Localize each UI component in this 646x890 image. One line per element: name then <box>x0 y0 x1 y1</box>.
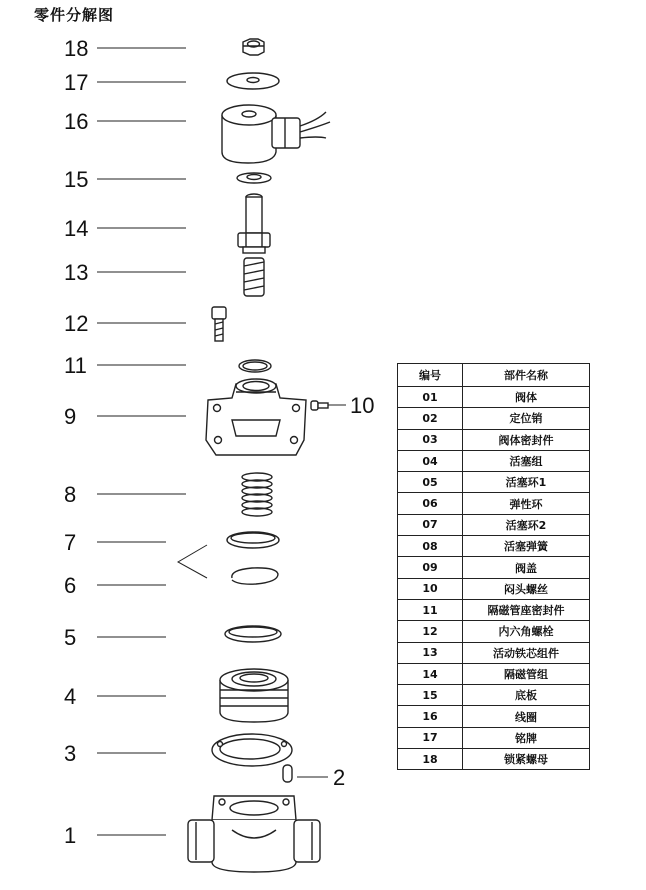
part-number: 10 <box>398 578 463 599</box>
part-name: 闷头螺丝 <box>463 578 590 599</box>
part-number: 03 <box>398 429 463 450</box>
part-number: 14 <box>398 663 463 684</box>
tube-seat-seal <box>239 360 271 372</box>
header-name: 部件名称 <box>463 364 590 387</box>
callout-14: 14 <box>64 216 89 241</box>
part-name: 锁紧螺母 <box>463 749 590 770</box>
table-row <box>398 450 590 471</box>
header-no: 编号 <box>398 364 463 387</box>
part-number: 11 <box>398 599 463 620</box>
piston-ring-1 <box>225 626 281 642</box>
table-row <box>398 749 590 770</box>
part-name: 阀体密封件 <box>463 429 590 450</box>
part-number: 15 <box>398 685 463 706</box>
table-row <box>398 685 590 706</box>
table-row <box>398 387 590 408</box>
part-number: 07 <box>398 514 463 535</box>
part-number: 02 <box>398 408 463 429</box>
magnetic-tube-assembly <box>238 194 270 253</box>
part-name: 线圈 <box>463 706 590 727</box>
table-row <box>398 599 590 620</box>
part-name: 活动铁芯组件 <box>463 642 590 663</box>
part-name: 底板 <box>463 685 590 706</box>
part-name: 阀体 <box>463 387 590 408</box>
table-row <box>398 642 590 663</box>
part-number: 06 <box>398 493 463 514</box>
callout-4: 4 <box>64 684 77 709</box>
part-number: 04 <box>398 450 463 471</box>
part-number: 12 <box>398 621 463 642</box>
part-name: 内六角螺栓 <box>463 621 590 642</box>
elastic-ring <box>232 568 278 584</box>
callout-5: 5 <box>64 625 77 650</box>
part-name: 阀盖 <box>463 557 590 578</box>
page-title: 零件分解图 <box>34 6 115 24</box>
callout-3: 3 <box>64 741 77 766</box>
plunger-assembly <box>244 258 264 296</box>
callout-11: 11 <box>64 353 87 378</box>
part-name: 活塞环1 <box>463 472 590 493</box>
locking-nut <box>243 39 264 55</box>
callout-7: 7 <box>64 530 77 555</box>
part-name: 活塞组 <box>463 450 590 471</box>
table-row <box>398 493 590 514</box>
table-row <box>398 706 590 727</box>
table-row <box>398 557 590 578</box>
table-row <box>398 727 590 748</box>
part-number: 08 <box>398 536 463 557</box>
leader-bracket-6-7 <box>178 545 207 578</box>
part-number: 17 <box>398 727 463 748</box>
table-row <box>398 663 590 684</box>
valve-body-seal <box>212 734 292 766</box>
piston-assembly <box>220 669 288 722</box>
piston-spring <box>242 473 272 516</box>
callout-18: 18 <box>64 36 89 61</box>
callout-16: 16 <box>64 109 89 134</box>
part-name: 隔磁管座密封件 <box>463 599 590 620</box>
part-number: 13 <box>398 642 463 663</box>
parts-table-header-row <box>398 364 590 387</box>
valve-body <box>188 796 320 872</box>
piston-ring-2 <box>227 532 279 548</box>
callout-10: 10 <box>350 393 375 418</box>
part-number: 05 <box>398 472 463 493</box>
table-row <box>398 429 590 450</box>
table-row <box>398 578 590 599</box>
callout-1: 1 <box>64 823 77 848</box>
part-name: 定位销 <box>463 408 590 429</box>
part-name: 活塞弹簧 <box>463 536 590 557</box>
hex-socket-bolt <box>212 307 226 341</box>
part-name: 铭牌 <box>463 727 590 748</box>
callout-15: 15 <box>64 167 89 192</box>
table-row <box>398 536 590 557</box>
solenoid-coil <box>222 105 330 163</box>
part-name: 隔磁管组 <box>463 663 590 684</box>
callout-2: 2 <box>333 765 346 790</box>
valve-bonnet <box>206 379 306 455</box>
callout-12: 12 <box>64 311 89 336</box>
callout-6: 6 <box>64 573 77 598</box>
callout-17: 17 <box>64 70 89 95</box>
table-row <box>398 408 590 429</box>
part-number: 01 <box>398 387 463 408</box>
nameplate-washer <box>227 73 279 89</box>
callout-13: 13 <box>64 260 89 285</box>
part-number: 09 <box>398 557 463 578</box>
part-name: 活塞环2 <box>463 514 590 535</box>
table-row <box>398 514 590 535</box>
part-number: 18 <box>398 749 463 770</box>
part-number: 16 <box>398 706 463 727</box>
callout-8: 8 <box>64 482 77 507</box>
table-row <box>398 621 590 642</box>
dowel-pin <box>283 765 292 782</box>
part-name: 弹性环 <box>463 493 590 514</box>
plug-screw <box>311 401 328 410</box>
table-row <box>398 472 590 493</box>
callout-9: 9 <box>64 404 77 429</box>
base-plate-washer <box>237 173 271 183</box>
parts-table <box>397 363 590 770</box>
